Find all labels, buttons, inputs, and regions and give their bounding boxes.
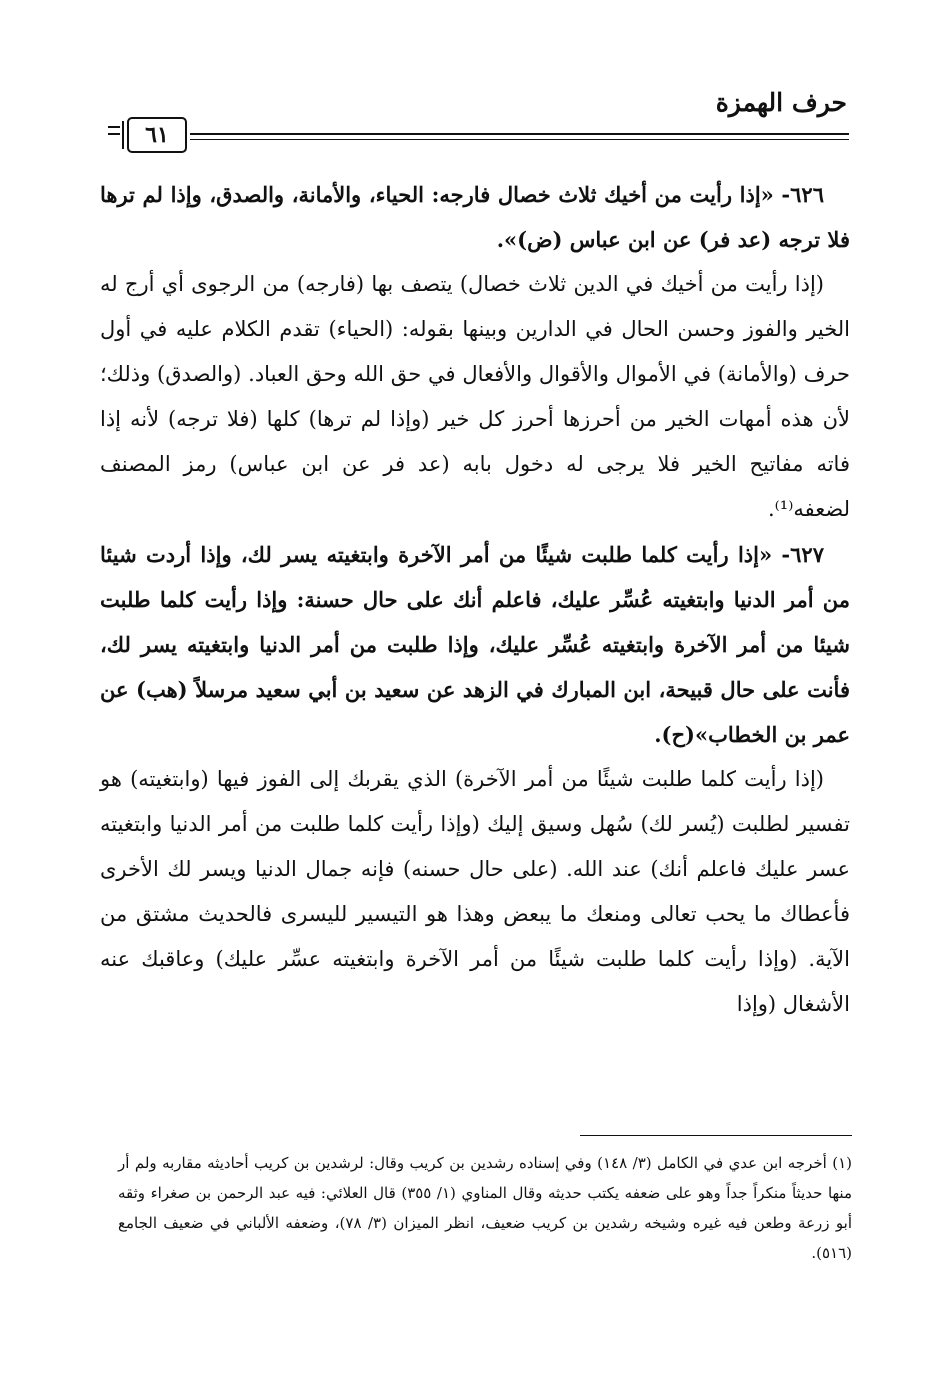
main-text <box>100 172 850 1027</box>
footnote-rule <box>580 1135 852 1136</box>
hadith-626: ٦٢٦- «إذا رأيت من أخيك ثلاث خصال فارجه: الحياء، والأمانة، والصدق، وإذا لم ترها فلا ترجه (عد فر) عن ابن عباس (ض)». <box>100 182 850 252</box>
commentary-627: (إذا رأيت كلما طلبت شيئًا من أمر الآخرة) الذي يقربك إلى الفوز فيها (وابتغيته) هو تفسير لطلبت (يُسر لك) سُهل وسيق إليك (وإذا رأيت كلما طلبت من أمر الدنيا وابتغيته عسر عليك فاعلم أنك) عند الله. (على حال حسنه) فإنه جمال الدنيا ويسر لك الأخرى فأعطاك ما يحب تعالى ومنعك ما يبعض وهذا هو التيسير لليسرى فالحديث مشتق من الآية. (وإذا رأيت كلما طلبت شيئًا من أمر الآخرة وابتغيته عسِّر عليك) وعاقبك عنه الأشغال (وإذا <box>100 767 850 1016</box>
footnote-1: (١) أخرجه ابن عدي في الكامل (٣/ ١٤٨) وفي إسناده رشدين بن كريب وقال: لرشدين بن كريب أحاديثه مقاربه ولم أر منها حديثاً منكراً جداً وهو على ضعفه يكتب حديثه وقال المناوي (١/ ٣٥٥) قال العلائي: فيه عبد الرحمن بن صغراء وثقه أبو زرعة وطعن فيه غيره وشيخه رشدين بن كريب ضعيف، انظر الميزان (٣/ ٧٨)، وضعفه الألباني في ضعيف الجامع (٥١٦). <box>118 1154 853 1262</box>
commentary-626: (إذا رأيت من أخيك في الدين ثلاث خصال) يتصف بها (فارجه) من الرجوى أي أرج له الخير والفوز وحسن الحال في الدارين وبينها بقوله: (الحياء) تقدم الكلام عليه في أول حرف (والأمانة) في الأموال والأقوال والأفعال في حق الله وحق العباد. (والصدق) وذلك؛ لأن هذه أمهات الخير من أحرزها أحرز كل خير (وإذا لم ترها) كلها (فلا ترجه) لأنه إذا فاته مفاتيح الخير فلا يرجى له دخول بابه (عد فر عن ابن عباس) رمز المصنف لضعفه⁽¹⁾. <box>100 272 850 521</box>
chapter-title: حرف الهمزة <box>715 88 847 117</box>
header-ornament <box>108 126 120 135</box>
header-rule <box>190 133 849 140</box>
hadith-627: ٦٢٧- «إذا رأيت كلما طلبت شيئًا من أمر الآخرة وابتغيته يسر لك، وإذا أردت شيئا من أمر الدنيا وابتغيته عُسِّر عليك، فاعلم أنك على حال حسنة: وإذا رأيت كلما طلبت شيئا من أمر الآخرة وابتغيته عُسِّر عليك، وإذا طلبت من أمر الدنيا وابتغيته يسر لك، فأنت على حال قبيحة، ابن المبارك في الزهد عن سعيد بن أبي سعيد مرسلاً (هب) عن عمر بن الخطاب»(ح). <box>100 542 850 747</box>
footnote <box>118 1148 852 1268</box>
page-number: ٦١ <box>127 117 187 153</box>
